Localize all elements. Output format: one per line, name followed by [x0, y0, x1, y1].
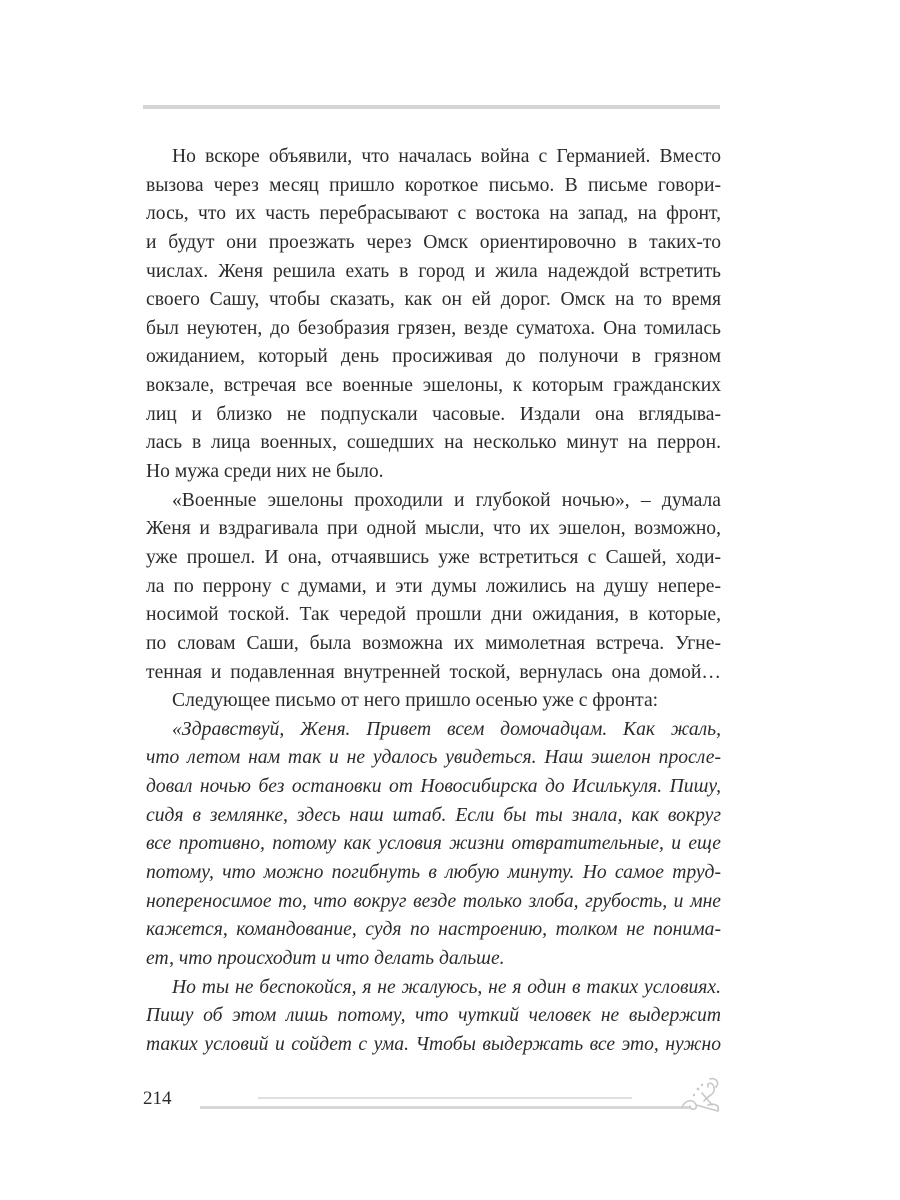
text-line: ла по перрону с думами, и эти думы ложились на душу непере-: [146, 575, 721, 597]
text-line: тенная и подавленная внутренней тоской, вернулась она домой…: [146, 661, 721, 683]
letter-line: Но ты не беспокойся, я не жалуюсь, не я один в таких условиях.: [172, 976, 721, 998]
floral-ornament-icon: [678, 1075, 722, 1113]
text-line: «Военные эшелоны проходили и глубокой ночью», – думала: [172, 489, 721, 511]
letter-line: сидя в землянке, здесь наш штаб. Если бы ты знала, как вокруг: [146, 804, 721, 826]
text-line: был неуютен, до безобразия грязен, везде суматоха. Она томилась: [146, 317, 721, 339]
letter-line: нопереносимое то, что вокруг везде только злоба, грубость, и мне: [146, 890, 721, 912]
text-line: Следующее письмо от него пришло осенью уже с фронта:: [172, 690, 659, 712]
letter-line: «Здравствуй, Женя. Привет всем домочадцам. Как жаль,: [172, 718, 721, 740]
text-line: числах. Женя решила ехать в город и жила надеждой встретить: [146, 260, 721, 282]
text-line: Но мужа среди них не было.: [146, 461, 384, 483]
text-line: своего Сашу, чтобы сказать, как он ей дорог. Омск на то время: [146, 289, 721, 311]
text-line: лиц и близко не подпускали часовые. Издали она вглядыва-: [146, 403, 721, 425]
letter-line: все противно, потому как условия жизни отвратительные, и еще: [146, 833, 721, 855]
text-line: и будут они проезжать через Омск ориентировочно в таких-то: [146, 231, 721, 253]
header-rule: [143, 105, 720, 109]
letter-line: Пишу об этом лишь потому, что чуткий человек не выдержит: [146, 1005, 721, 1027]
page-body: [146, 143, 721, 1060]
footer-rule: [200, 1106, 690, 1109]
text-line: вокзале, встречая все военные эшелоны, к которым гражданских: [146, 375, 721, 397]
letter-line: потому, что можно погибнуть в любую минуту. Но самое труд-: [146, 862, 721, 884]
text-line: Женя и вздрагивала при одной мысли, что их эшелон, возможно,: [146, 518, 721, 540]
page-number: 214: [143, 1088, 172, 1109]
text-line: лась в лица военных, сошедших на несколько минут на перрон.: [146, 432, 721, 454]
text-line: носимой тоской. Так чередой прошли дни ожидания, в которые,: [146, 604, 721, 626]
text-line: уже прошел. И она, отчаявшись уже встретиться с Сашей, ходи-: [146, 546, 721, 568]
text-line: вызова через месяц пришло короткое письмо. В письме говори-: [146, 174, 721, 196]
text-line: лось, что их часть перебрасывают с востока на запад, на фронт,: [146, 203, 721, 225]
letter-line: довал ночью без остановки от Новосибирска до Исилькуля. Пишу,: [146, 776, 721, 798]
letter-line: ет, что происходит и что делать дальше.: [146, 947, 505, 969]
text-line: Но вскоре объявили, что началась война с Германией. Вместо: [172, 146, 721, 167]
letter-line: таких условий и сойдет с ума. Чтобы выдержать все это, нужно: [146, 1033, 721, 1055]
text-line: по словам Саши, была возможна их мимолетная встреча. Угне-: [146, 632, 721, 654]
letter-line: кажется, командование, судя по настроению, толком не понима-: [146, 919, 721, 941]
letter-line: что летом нам так и не удалось увидеться. Наш эшелон просле-: [146, 747, 721, 769]
text-line: ожиданием, который день просиживая до полуночи в грязном: [146, 346, 721, 368]
footer-rule-upper: [258, 1097, 632, 1099]
